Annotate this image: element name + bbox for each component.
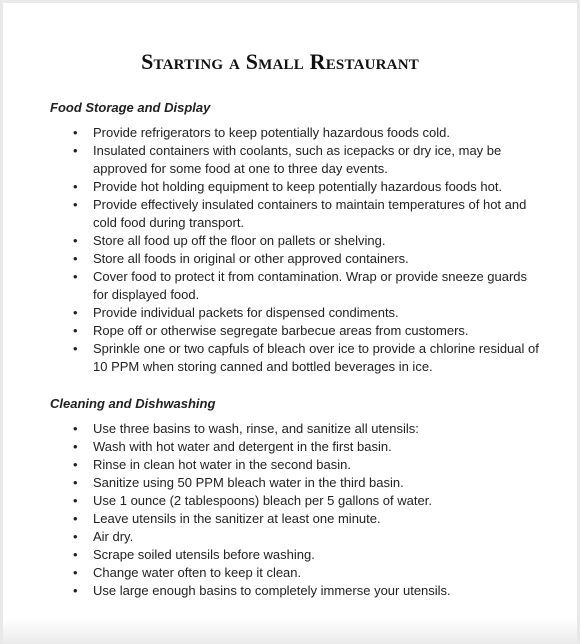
bullet-icon: • xyxy=(73,475,78,490)
list-item: • Scrape soiled utensils before washing. xyxy=(73,547,315,562)
list-item: • Use large enough basins to completely immerse your utensils. xyxy=(73,583,451,598)
list-item: • Change water often to keep it clean. xyxy=(73,565,302,580)
list-item: • Insulated containers with coolants, such as icepacks or dry ice, may be approved for some food at one to three day events. xyxy=(73,143,502,176)
bullet-icon: • xyxy=(73,493,78,508)
list-item: • Sanitize using 50 PPM bleach water in the third basin. xyxy=(73,475,404,490)
page-bottom-shade xyxy=(3,618,577,644)
bullet-icon: • xyxy=(73,421,78,436)
page-title: Starting a Small Restaurant xyxy=(141,49,419,74)
list-item: • Provide individual packets for dispensed condiments. xyxy=(73,305,399,320)
list-item: • Use 1 ounce (2 tablespoons) bleach per 5 gallons of water. xyxy=(73,493,432,508)
list-item: • Provide hot holding equipment to keep potentially hazardous foods hot. xyxy=(73,179,503,194)
section-heading-cleaning: Cleaning and Dishwashing xyxy=(50,396,216,411)
bullet-icon: • xyxy=(73,511,78,526)
list-item: • Store all foods in original or other approved containers. xyxy=(73,251,409,266)
document-page xyxy=(3,3,577,644)
list-item: • Leave utensils in the sanitizer at least one minute. xyxy=(73,511,381,526)
bullet-icon: • xyxy=(73,529,78,544)
bullet-icon: • xyxy=(73,565,78,580)
bullet-icon: • xyxy=(73,323,78,338)
list-item: • Cover food to protect it from contamination. Wrap or provide sneeze guards for displayed food. xyxy=(73,269,528,302)
bullet-icon: • xyxy=(73,269,78,284)
list-item: • Store all food up off the floor on pallets or shelving. xyxy=(73,233,386,248)
bullet-icon: • xyxy=(73,457,78,472)
bullet-icon: • xyxy=(73,179,78,194)
list-item: • Wash with hot water and detergent in the first basin. xyxy=(73,439,392,454)
bullet-icon: • xyxy=(73,547,78,562)
bullet-icon: • xyxy=(73,439,78,454)
bullet-icon: • xyxy=(73,143,78,158)
bullet-icon: • xyxy=(73,583,78,598)
bullet-icon: • xyxy=(73,125,78,140)
list-item: • Use three basins to wash, rinse, and sanitize all utensils: xyxy=(73,421,419,436)
bullet-icon: • xyxy=(73,233,78,248)
bullet-icon: • xyxy=(73,341,78,356)
list-item: • Provide refrigerators to keep potentially hazardous foods cold. xyxy=(73,125,450,140)
list-item: • Rinse in clean hot water in the second basin. xyxy=(73,457,351,472)
list-item: • Provide effectively insulated containers to maintain temperatures of hot and cold food during transport. xyxy=(73,197,527,230)
bullet-icon: • xyxy=(73,197,78,212)
bullet-list-cleaning xyxy=(3,420,543,600)
list-item: • Sprinkle one or two capfuls of bleach over ice to provide a chlorine residual of 10 PPM when storing canned and bottled beverages in ice. xyxy=(73,341,539,374)
bullet-icon: • xyxy=(73,305,78,320)
list-item: • Rope off or otherwise segregate barbecue areas from customers. xyxy=(73,323,469,338)
bullet-icon: • xyxy=(73,251,78,266)
list-item: • Air dry. xyxy=(73,529,134,544)
bullet-list-food-storage xyxy=(3,124,543,376)
section-heading-food-storage: Food Storage and Display xyxy=(50,100,211,115)
